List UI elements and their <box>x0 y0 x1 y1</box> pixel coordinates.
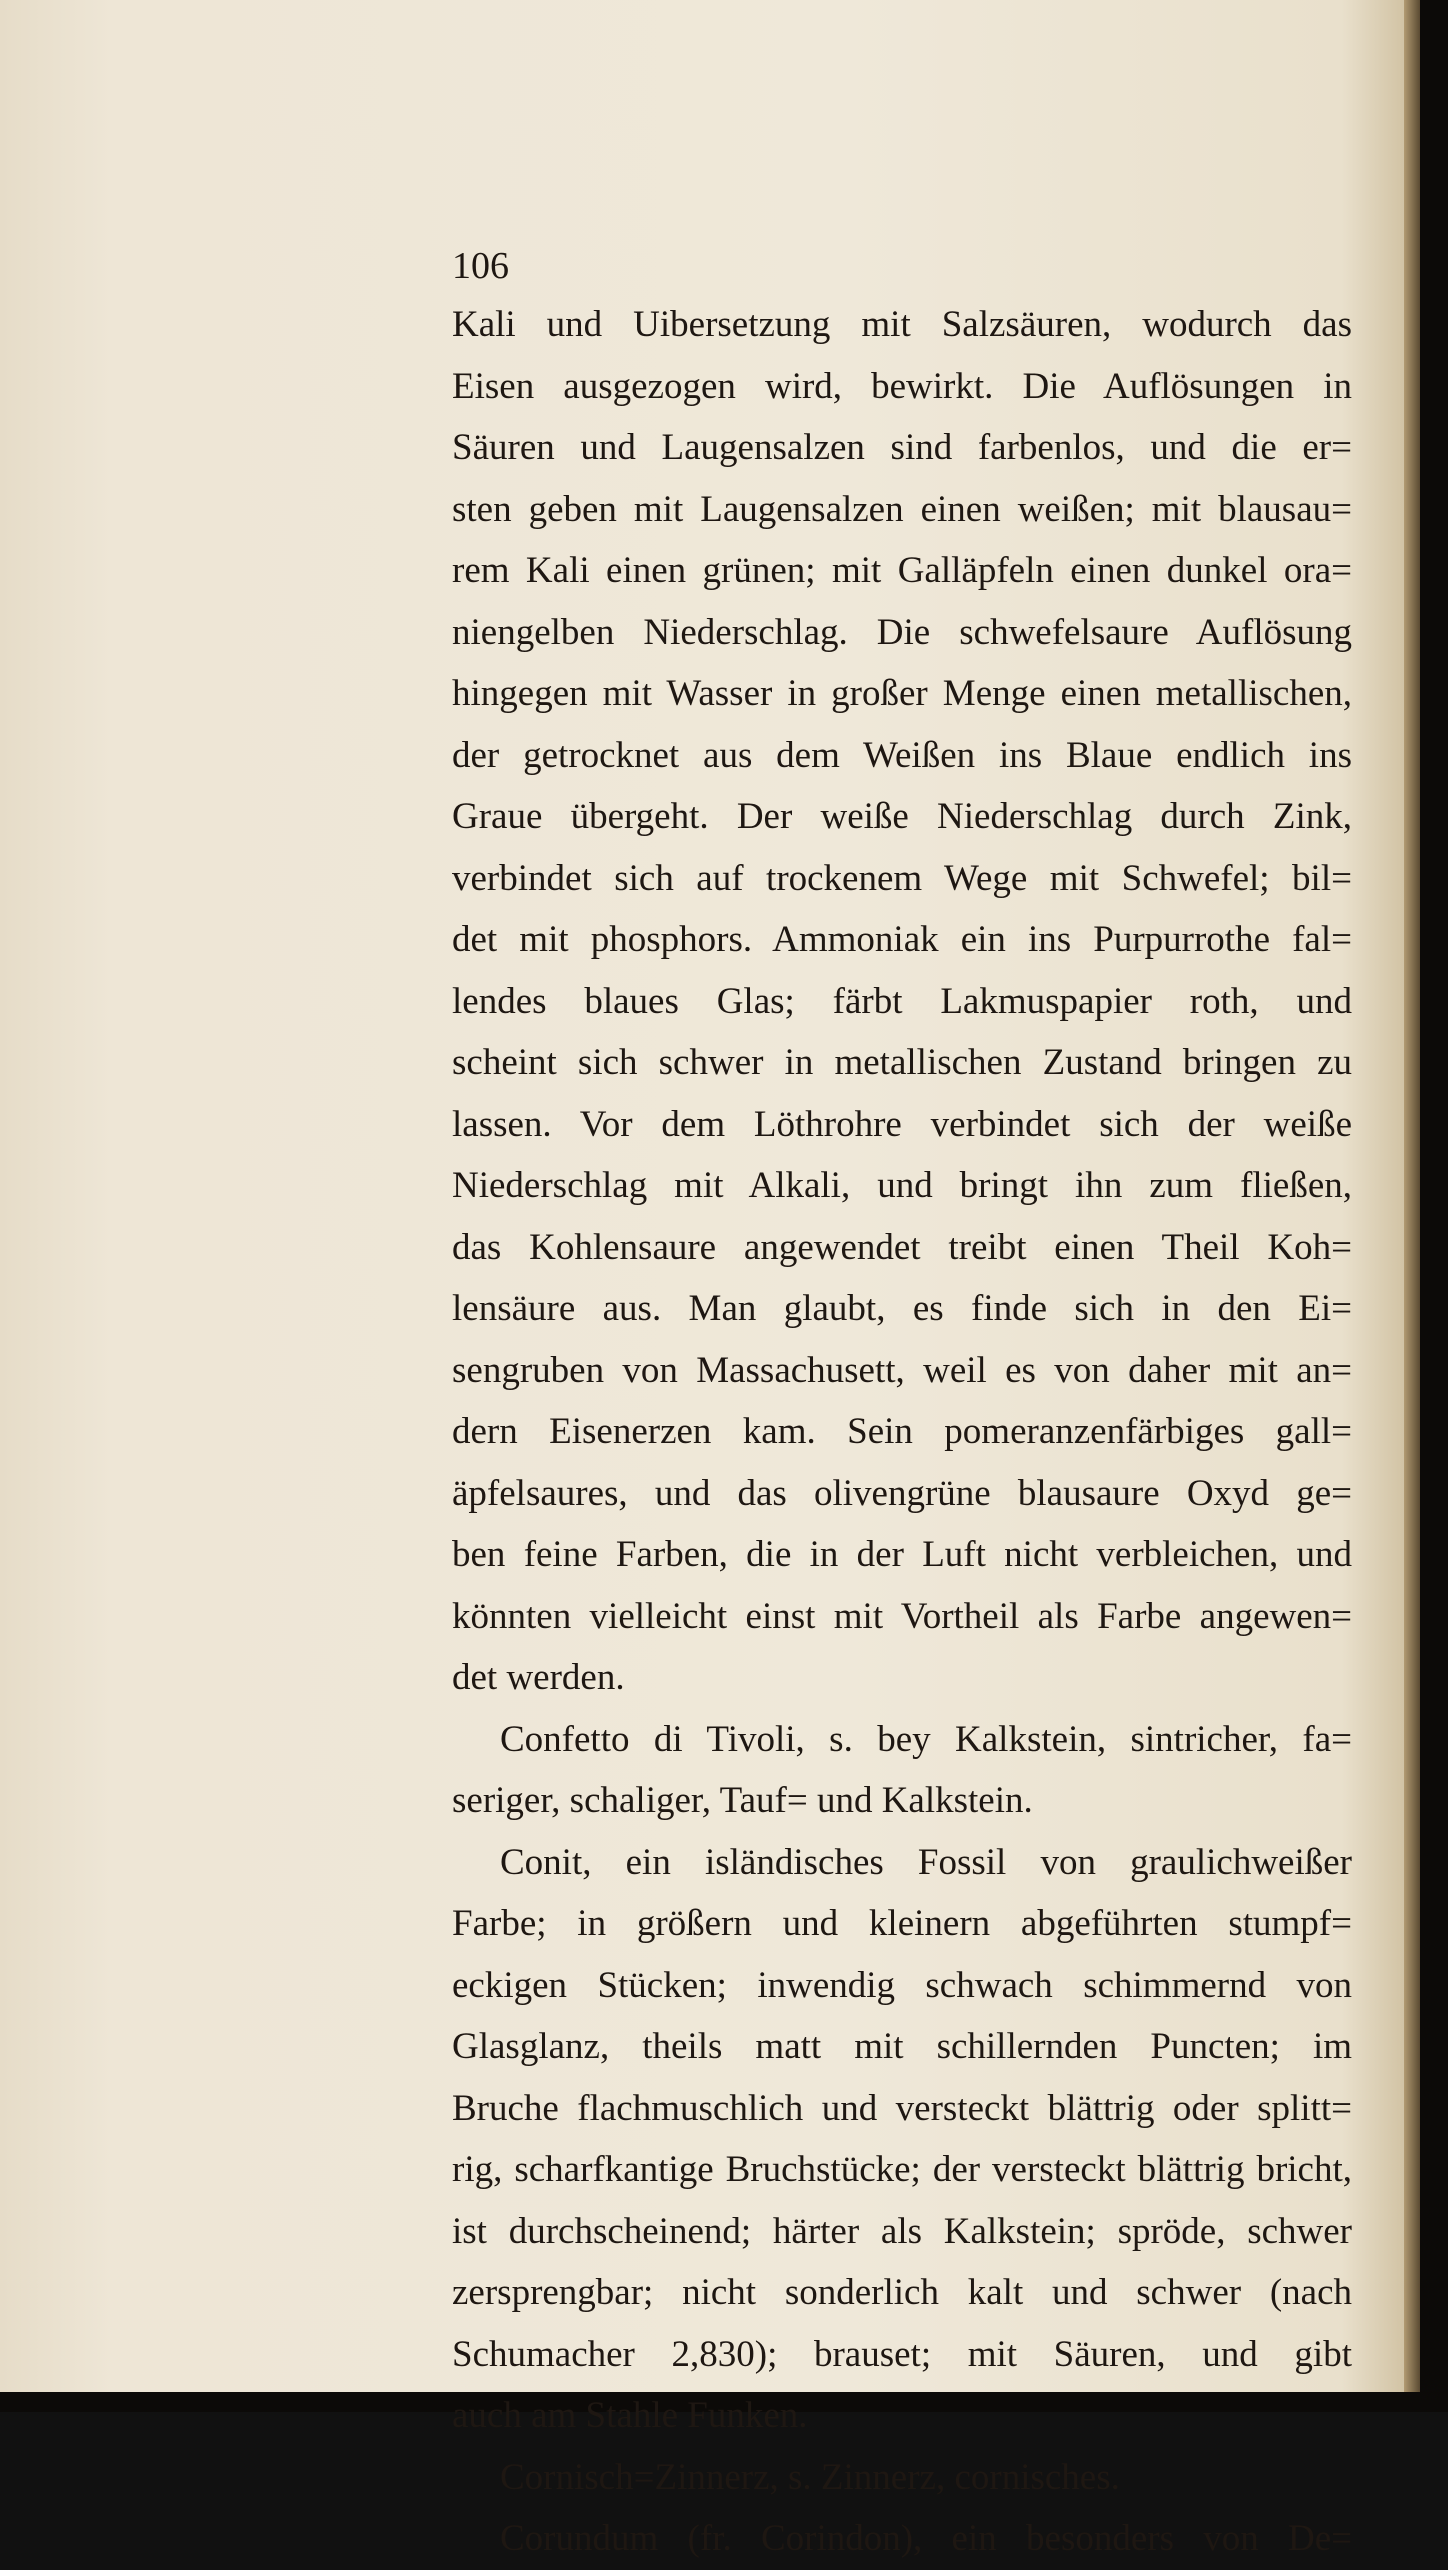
text-line: verbindet sich auf trockenem Wege mit Schwefel; bil= <box>452 857 1352 899</box>
text-line: Schumacher 2,830); brauset; mit Säuren, und gibt <box>452 2333 1352 2375</box>
text-line: det werden. <box>452 1657 625 1698</box>
text-line: lassen. Vor dem Löthrohre verbindet sich der weiße <box>452 1103 1352 1145</box>
page-text-block <box>452 238 1352 2570</box>
page-number: 106 <box>452 245 509 287</box>
page-edge-shadow <box>1404 0 1420 2392</box>
text-line: seriger, schaliger, Tauf= und Kalkstein. <box>452 1780 1033 1821</box>
text-line: auch am Stahle Funken. <box>452 2395 808 2436</box>
scan-border-right <box>1420 0 1448 2412</box>
text-line: Niederschlag mit Alkali, und bringt ihn zum fließen, <box>452 1165 1352 1206</box>
text-line: rem Kali einen grünen; mit Galläpfeln einen dunkel ora= <box>452 550 1352 591</box>
text-line: der getrocknet aus dem Weißen ins Blaue endlich ins <box>452 734 1352 776</box>
text-line: dern Eisenerzen kam. Sein pomeranzenfärbiges gall= <box>452 1411 1352 1452</box>
text-line: Farbe; in größern und kleinern abgeführten stumpf= <box>452 1903 1352 1944</box>
text-line: ist durchscheinend; härter als Kalkstein; spröde, schwer <box>452 2210 1352 2252</box>
text-line: Bruche flachmuschlich und versteckt blättrig oder splitt= <box>452 2087 1352 2129</box>
text-line: hingegen mit Wasser in großer Menge einen metallischen, <box>452 673 1352 714</box>
text-line: rig, scharfkantige Bruchstücke; der versteckt blättrig bricht, <box>452 2149 1352 2190</box>
text-line: Eisen ausgezogen wird, bewirkt. Die Auflösungen in <box>452 365 1352 407</box>
text-line: Confetto di Tivoli, s. bey Kalkstein, sintricher, fa= <box>500 1718 1352 1760</box>
text-line: Kali und Uibersetzung mit Salzsäuren, wodurch das <box>452 304 1352 345</box>
text-line: lensäure aus. Man glaubt, es finde sich in den Ei= <box>452 1288 1352 1329</box>
text-line: niengelben Niederschlag. Die schwefelsaure Auflösung <box>452 611 1352 653</box>
text-line: Corundum (fr. Corindon), ein besonders von De= <box>500 2518 1352 2559</box>
text-line: det mit phosphors. Ammoniak ein ins Purpurrothe fal= <box>452 919 1352 960</box>
text-line: lendes blaues Glas; färbt Lakmuspapier roth, und <box>452 980 1352 1022</box>
text-line: Glasglanz, theils matt mit schillernden Puncten; im <box>452 2026 1352 2067</box>
text-line: sengruben von Massachusett, weil es von daher mit an= <box>452 1349 1352 1391</box>
text-line: ben feine Farben, die in der Luft nicht verbleichen, und <box>452 1534 1352 1575</box>
text-line: Graue übergeht. Der weiße Niederschlag durch Zink, <box>452 796 1352 837</box>
text-line: sten geben mit Laugensalzen einen weißen; mit blausau= <box>452 488 1352 530</box>
text-line: eckigen Stücken; inwendig schwach schimmernd von <box>452 1964 1352 2006</box>
text-line: äpfelsaures, und das olivengrüne blausaure Oxyd ge= <box>452 1472 1352 1514</box>
text-line: Cornisch=Zinnerz, s. Zinnerz, cornisches. <box>500 2456 1120 2498</box>
text-line: Säuren und Laugensalzen sind farbenlos, und die er= <box>452 427 1352 468</box>
text-line: scheint sich schwer in metallischen Zustand bringen zu <box>452 1042 1352 1083</box>
text-line: zersprengbar; nicht sonderlich kalt und schwer (nach <box>452 2272 1352 2313</box>
text-line: könnten vielleicht einst mit Vortheil als Farbe angewen= <box>452 1595 1352 1637</box>
text-line: das Kohlensaure angewendet treibt einen Theil Koh= <box>452 1226 1352 1268</box>
text-line: Conit, ein isländisches Fossil von graulichweißer <box>500 1841 1352 1883</box>
